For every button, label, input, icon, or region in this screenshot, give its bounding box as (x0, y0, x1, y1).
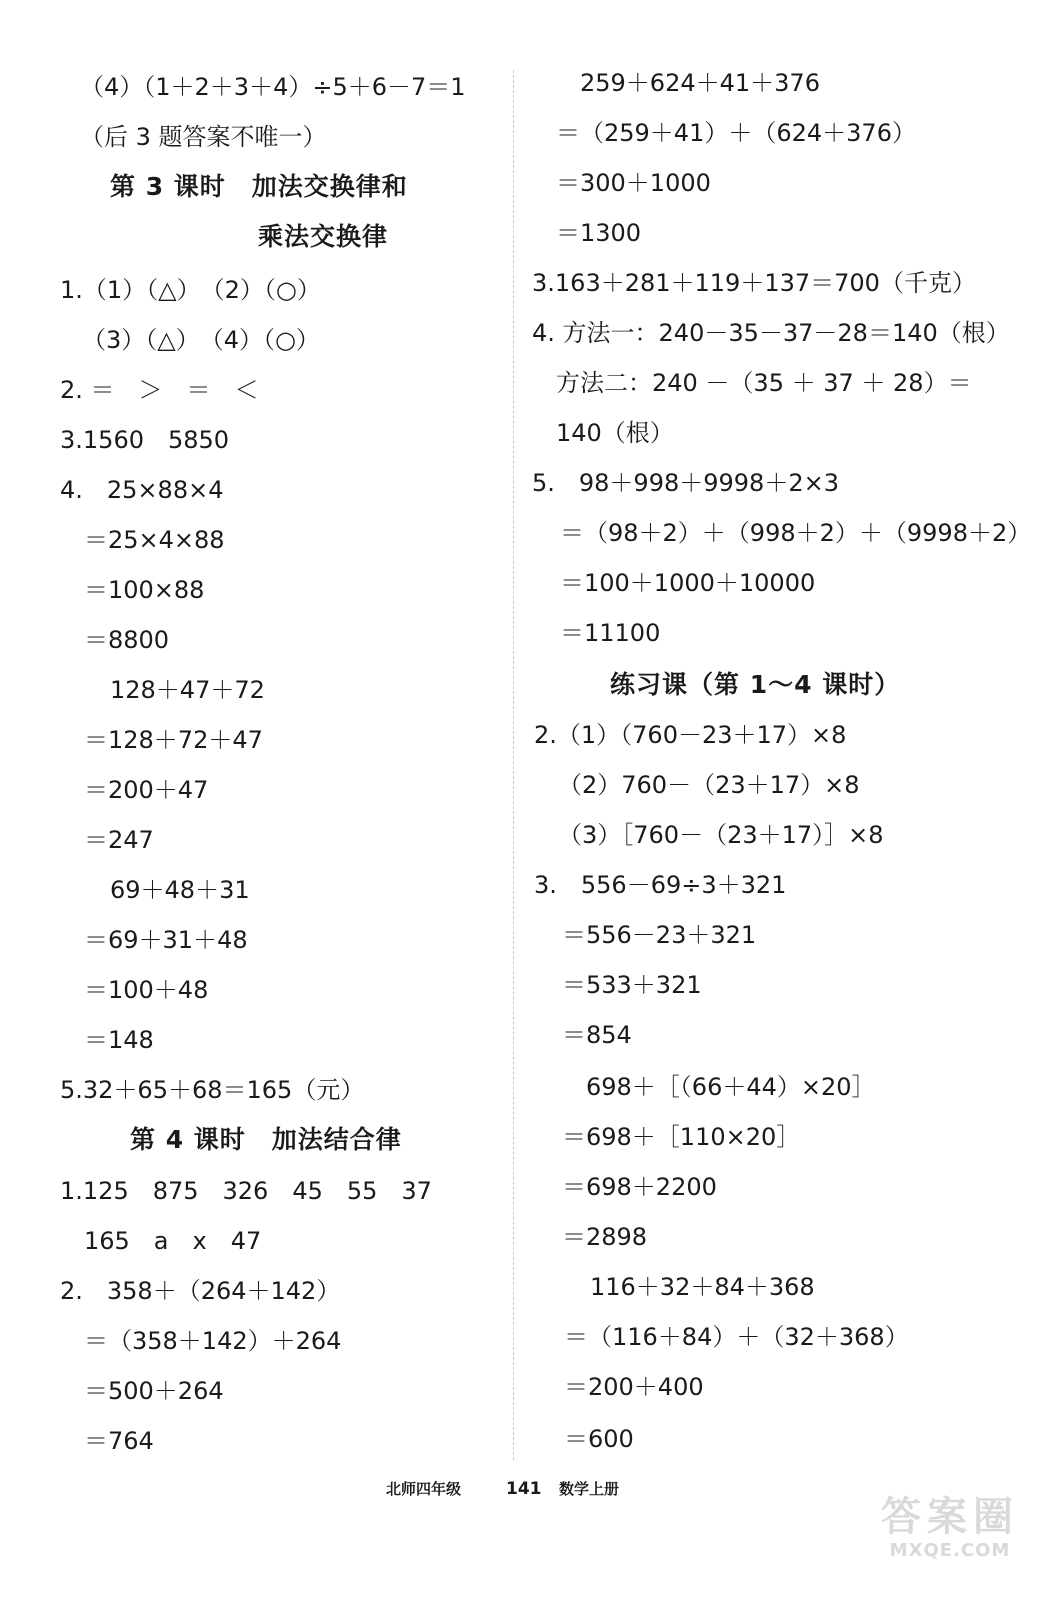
answer-line-right-27: ＝200＋400 (564, 1373, 704, 1401)
section-heading-left-3: 第 3 课时 加法交换律和 (110, 172, 408, 201)
answer-line-right-15: （2）760－（23＋17）×8 (558, 771, 860, 799)
answer-line-right-28: ＝600 (564, 1425, 634, 1453)
answer-line-left-25: 2. 358＋（264＋142） (60, 1277, 341, 1305)
answer-line-right-1: 259＋624＋41＋376 (580, 69, 820, 97)
footer-grade: 北师四年级 (386, 1480, 462, 1498)
answer-line-right-25: 116＋32＋84＋368 (590, 1273, 815, 1301)
answer-line-right-8: 140（根） (556, 419, 674, 447)
answer-line-right-18: ＝556－23＋321 (562, 921, 757, 949)
answer-line-left-26: ＝（358＋142）＋264 (84, 1327, 342, 1355)
answer-line-left-24: 165 a x 47 (84, 1227, 262, 1255)
answer-line-left-11: ＝100×88 (84, 576, 205, 604)
answer-line-left-6: （3）（△） （4）（○） (82, 326, 320, 354)
answer-line-left-14: ＝128＋72＋47 (84, 726, 263, 754)
answer-line-left-28: ＝764 (84, 1427, 154, 1455)
answer-line-left-18: ＝69＋31＋48 (84, 926, 248, 954)
answer-line-right-26: ＝（116＋84）＋（32＋368） (564, 1323, 909, 1351)
answer-line-right-20: ＝854 (562, 1021, 632, 1049)
section-heading-right-13: 练习课（第 1～4 课时） (610, 670, 901, 699)
answer-line-right-6: 4. 方法一：240－35－37－28＝140（根） (532, 319, 1010, 347)
answer-line-right-7: 方法二：240 －（35 ＋ 37 ＋ 28）＝ (556, 369, 972, 397)
answer-line-right-12: ＝11100 (560, 619, 661, 647)
watermark-url: MXQE.COM (889, 1540, 1011, 1561)
answer-line-right-23: ＝698＋2200 (562, 1173, 717, 1201)
answer-line-right-3: ＝300＋1000 (556, 169, 711, 197)
answer-line-left-13: 128＋47＋72 (110, 676, 265, 704)
answer-line-left-23: 1.125 875 326 45 55 37 (60, 1177, 432, 1205)
answer-line-right-10: ＝（98＋2）＋（998＋2）＋（9998＋2） (560, 519, 1032, 547)
answer-line-left-7: 2. ＝ ＞ ＝ ＜ (60, 376, 259, 404)
answer-line-left-8: 3.1560 5850 (60, 426, 230, 454)
section-heading-left-4: 乘法交换律 (258, 222, 389, 251)
section-heading-left-22: 第 4 课时 加法结合律 (130, 1125, 402, 1154)
answer-line-right-11: ＝100＋1000＋10000 (560, 569, 816, 597)
answer-line-left-1: （4）（1＋2＋3＋4）÷5＋6－7＝1 (80, 73, 466, 101)
answer-line-right-21: 698＋［（66＋44）×20］ (586, 1073, 876, 1101)
answer-line-right-2: ＝（259＋41）＋（624＋376） (556, 119, 916, 147)
answer-line-right-22: ＝698＋［110×20］ (562, 1123, 801, 1151)
answer-line-left-15: ＝200＋47 (84, 776, 209, 804)
answer-line-left-9: 4. 25×88×4 (60, 476, 224, 504)
answer-line-left-17: 69＋48＋31 (110, 876, 250, 904)
answer-line-right-24: ＝2898 (562, 1223, 648, 1251)
answer-line-right-16: （3）［760－（23＋17）］×8 (558, 821, 884, 849)
answer-line-left-21: 5.32＋65＋68＝165（元） (60, 1076, 365, 1104)
answer-line-right-9: 5. 98＋998＋9998＋2×3 (532, 469, 839, 497)
answer-line-left-16: ＝247 (84, 826, 154, 854)
answer-line-left-5: 1.（1）（△） （2）（○） (60, 276, 321, 304)
answer-line-right-19: ＝533＋321 (562, 971, 702, 999)
column-divider (513, 70, 514, 1460)
footer-subject: 数学上册 (559, 1480, 620, 1498)
page-number: 141 (506, 1479, 542, 1499)
watermark-logo (865, 1492, 1035, 1572)
answer-line-left-2: （后 3 题答案不唯一） (80, 123, 327, 151)
answer-line-right-5: 3.163＋281＋119＋137＝700（千克） (532, 269, 976, 297)
answer-line-left-10: ＝25×4×88 (84, 526, 225, 554)
answer-line-right-4: ＝1300 (556, 219, 642, 247)
answer-line-right-17: 3. 556－69÷3＋321 (534, 871, 787, 899)
answer-line-left-12: ＝8800 (84, 626, 170, 654)
watermark-logo-text: 答案圈 (881, 1494, 1019, 1540)
answer-line-left-19: ＝100＋48 (84, 976, 209, 1004)
answer-line-left-27: ＝500＋264 (84, 1377, 224, 1405)
answer-line-left-20: ＝148 (84, 1026, 154, 1054)
answer-line-right-14: 2.（1）（760－23＋17）×8 (534, 721, 847, 749)
